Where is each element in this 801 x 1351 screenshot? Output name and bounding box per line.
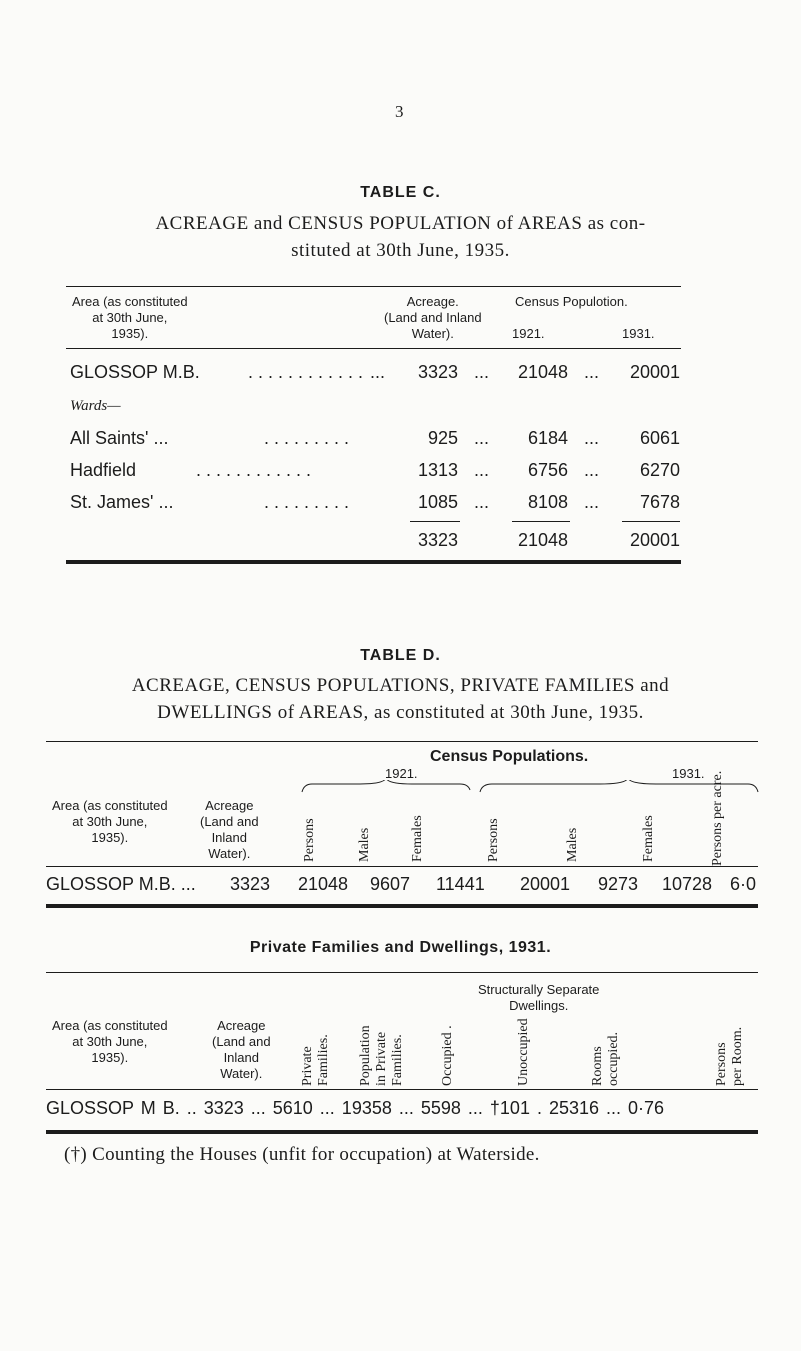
table-d-acreage-header: Acreage (Land and Inland Water).: [200, 798, 259, 861]
table-c-total-1921: 21048: [517, 530, 568, 550]
table-c-row-sep: ...: [584, 428, 600, 448]
table-d-row-males-1931: 9273: [598, 874, 639, 894]
table-d-title-line1: ACREAGE, CENSUS POPULATIONS, PRIVATE FAMILIES and: [131, 675, 670, 696]
pf-col-persons-per-room: Persons per Room.: [714, 1026, 745, 1086]
table-d-bottom-rule: [46, 904, 758, 908]
table-c-total-acreage: 3323: [417, 530, 458, 550]
table-c-row-sep: ...: [584, 492, 600, 512]
pf-header-rule: [46, 1089, 758, 1090]
table-c-row-sep: ...: [474, 362, 490, 382]
total-rule: [512, 521, 570, 522]
page-number: 3: [395, 102, 404, 121]
table-c-acreage-header: Acreage. (Land and Inland Water).: [384, 294, 482, 341]
table-c-row-sep: ...: [584, 362, 600, 382]
table-d-row-females-1921: 11441: [436, 874, 485, 894]
table-d-row-persons-1931: 20001: [520, 874, 571, 894]
col-header-persons-1921: Persons: [302, 818, 317, 862]
table-d-row-acreage: 3323: [230, 874, 271, 894]
table-c-row-acreage: 3323: [417, 362, 458, 382]
col-header-males-1931: Males: [565, 827, 580, 862]
table-c-row-1931: 20001: [629, 362, 680, 382]
pf-col-population: Population in Private Families.: [358, 1025, 405, 1086]
table-d-top-rule: [46, 741, 758, 742]
table-c-row-leader: . . . . . . . . .: [264, 428, 350, 448]
table-d-row-males-1921: 9607: [370, 874, 411, 894]
table-d-row-persons-1921: 21048: [298, 874, 349, 894]
table-c-row-acreage: 1085: [417, 492, 458, 512]
table-c-row-sep: ...: [474, 492, 490, 512]
table-c-row-1931: 7678: [639, 492, 680, 512]
table-c-row-leader: . . . . . . . . . . . .: [248, 362, 364, 382]
col-header-persons-per-acre: Persons per acre.: [710, 770, 725, 866]
table-d-1931-header: 1931.: [672, 766, 705, 781]
table-c-row-1921: 8108: [527, 492, 568, 512]
table-c-census-header: Census Populotion.: [515, 294, 628, 309]
table-c-title-line2: stituted at 30th June, 1935.: [291, 240, 510, 261]
table-c-row-label: St. James' ...: [70, 492, 174, 512]
table-c-row-acreage: 1313: [417, 460, 458, 480]
pf-col-occupied: Occupied .: [440, 1025, 455, 1086]
pf-area-header: Area (as constituted at 30th June, 1935).: [52, 1018, 168, 1065]
pf-col-rooms-occupied: Rooms occupied.: [590, 1031, 621, 1086]
table-d-row-females-1931: 10728: [662, 874, 713, 894]
table-c-row-1921: 6756: [527, 460, 568, 480]
pf-bottom-rule: [46, 1130, 758, 1134]
table-d-area-header: Area (as constituted at 30th June, 1935).: [52, 798, 168, 845]
total-rule: [622, 521, 680, 522]
table-c-header-rule: [66, 348, 681, 349]
table-c-bottom-rule: [66, 560, 681, 564]
col-header-persons-1931: Persons: [486, 818, 501, 862]
table-d-header-rule: [46, 866, 758, 867]
table-d-brackets: [300, 780, 760, 794]
table-d-row-label: GLOSSOP M.B. ...: [46, 874, 196, 894]
table-c-area-header: Area (as constituted at 30th June, 1935).: [72, 294, 188, 341]
table-c-row-label: GLOSSOP M.B.: [70, 362, 200, 382]
table-c-row-1921: 6184: [527, 428, 568, 448]
table-c-label: TABLE C.: [360, 184, 441, 201]
table-c-row-leader: . . . . . . . . .: [264, 492, 350, 512]
table-c-row-sep: ...: [370, 362, 386, 382]
table-c-row-1931: 6270: [639, 460, 680, 480]
pf-acreage-header: Acreage (Land and Inland Water).: [212, 1018, 271, 1081]
table-c-row-sep: ...: [584, 460, 600, 480]
table-d-census-header: Census Populations.: [430, 748, 589, 765]
table-c-total-1931: 20001: [629, 530, 680, 550]
table-c-row-acreage: 925: [427, 428, 458, 448]
table-c-title-line1: ACREAGE and CENSUS POPULATION of AREAS as con-: [155, 213, 646, 234]
total-rule: [410, 521, 460, 522]
table-c-1921-header: 1921.: [512, 326, 545, 341]
table-c-row-1921: 21048: [517, 362, 568, 382]
table-c-top-rule: [66, 286, 681, 287]
table-c-row-sep: ...: [474, 460, 490, 480]
table-d-title-line2: DWELLINGS of AREAS, as constituted at 30th June, 1935.: [157, 702, 644, 723]
table-c-wards-label: Wards—: [70, 398, 121, 414]
private-families-title: Private Families and Dwellings, 1931.: [249, 939, 552, 956]
table-d-row-persons-per-acre: 6·0: [730, 874, 757, 894]
pf-col-private-families: Private Families.: [300, 1034, 331, 1086]
col-header-males-1921: Males: [357, 827, 372, 862]
footnote: (†) Counting the Houses (unfit for occupation) at Waterside.: [64, 1144, 540, 1165]
table-c-row-label: All Saints' ...: [70, 428, 169, 448]
table-c-row-1931: 6061: [639, 428, 680, 448]
table-c-row-label: Hadfield: [70, 460, 137, 480]
table-d-1921-header: 1921.: [385, 766, 418, 781]
structural-dwellings-header: Structurally Separate Dwellings.: [478, 982, 600, 1013]
col-header-females-1921: Females: [410, 815, 425, 862]
table-c-1931-header: 1931.: [622, 326, 655, 341]
pf-col-unoccupied: Unoccupied: [516, 1018, 531, 1086]
pf-data-row: GLOSSOP M B. .. 3323 ... 5610 ... 19358 ... 5598 ... †101 . 25316 ... 0·76: [46, 1098, 665, 1118]
col-header-females-1931: Females: [641, 815, 656, 862]
table-d-label: TABLE D.: [360, 647, 441, 664]
private-families-top-rule: [46, 972, 758, 973]
table-c-row-sep: ...: [474, 428, 490, 448]
table-c-row-leader: . . . . . . . . . . . .: [196, 460, 312, 480]
